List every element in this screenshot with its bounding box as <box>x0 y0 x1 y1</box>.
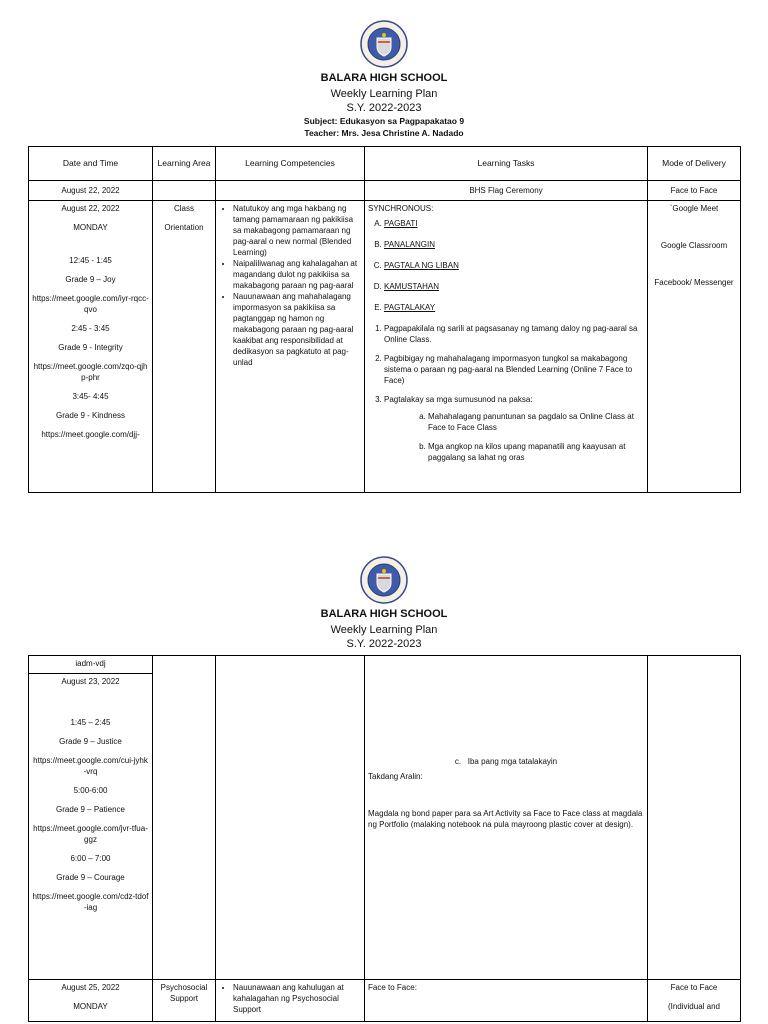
page1-header <box>0 20 768 139</box>
homework-text: Magdala ng bond paper para sa Art Activity sa Face to Face class at magdala ng Portfolio (malaking notebook na pula mayroong plastic cover at design). <box>368 809 643 829</box>
subtask-item: b. Mga angkop na kilos upang mapanatili ang kaayusan at paggalang sa lahat ng oras <box>428 441 644 463</box>
mode-cell <box>648 980 741 1022</box>
deped-seal-logo <box>360 20 408 68</box>
day-text: MONDAY <box>73 1002 108 1011</box>
meet-link[interactable]: https://meet.google.com/cdz-tdof-iag <box>32 892 149 912</box>
plan-title: Weekly Learning Plan <box>330 88 438 100</box>
time-slot: 2:45 - 3:45 <box>71 324 110 333</box>
tasks-cell: Face to Face: <box>365 980 648 1022</box>
competency-item: • Nauunawaan ang mahahalagang impormasyon sa pakikiisa sa pagtanggap ng hamon ng makabagong paraan ng pag-aaral kaakibat ang responsibilidad at dedikasyon sa pagkatuto at pag-unlad <box>233 291 361 368</box>
mode-text: Google Classroom <box>660 241 728 250</box>
meet-link-cont[interactable]: iadm-vdj <box>29 656 153 674</box>
row-date: August 22, 2022 <box>29 181 153 201</box>
school-name: BALARA HIGH SCHOOL <box>320 72 448 84</box>
tasks-cell <box>365 201 648 493</box>
competencies-cell <box>216 201 365 493</box>
competency-item: • Natutukoy ang mga hakbang ng tamang pamamaraan ng pakikiisa sa makabagong pamamaraan ng pag-aaral o new normal (Blended Learning) <box>233 203 361 258</box>
row-competency <box>216 181 365 201</box>
area-text: Class <box>173 204 194 213</box>
day-text: MONDAY <box>73 223 108 232</box>
class-name: Grade 9 – Courage <box>56 873 125 882</box>
time-slot: 1:45 – 2:45 <box>70 718 111 727</box>
col-learning-area: Learning Area <box>153 147 216 181</box>
date-time-cell <box>29 201 153 493</box>
task-step: B. PANALANGIN <box>384 239 644 250</box>
mode-text: Facebook/ Messenger <box>654 278 734 287</box>
table-row <box>29 201 741 493</box>
col-mode: Mode of Delivery <box>648 147 741 181</box>
class-name: Grade 9 - Kindness <box>56 411 125 420</box>
table-row <box>29 656 741 674</box>
meet-link[interactable]: https://meet.google.com/jvr-tfua-ggz <box>33 824 148 844</box>
learning-plan-table <box>28 146 741 493</box>
task-step: A. PAGBATI <box>384 218 644 229</box>
date-text: August 23, 2022 <box>61 677 120 686</box>
meet-link[interactable]: https://meet.google.com/djj- <box>41 430 140 439</box>
time-slot: 5:00-6:00 <box>73 786 108 795</box>
mode-text: (Individual and <box>667 1002 721 1011</box>
learning-area-cell <box>153 201 216 493</box>
date-text: August 22, 2022 <box>61 204 120 213</box>
table-row <box>29 980 741 1022</box>
homework-label: Takdang Aralin: <box>368 772 423 781</box>
task-item <box>384 394 644 463</box>
school-year: S.Y. 2022-2023 <box>346 102 422 114</box>
area-text: Orientation <box>164 223 204 232</box>
col-competencies: Learning Competencies <box>216 147 365 181</box>
mode-text: `Google Meet <box>669 204 719 213</box>
plan-title: Weekly Learning Plan <box>330 624 438 636</box>
tasks-cell-cont <box>365 656 648 980</box>
task-step: E. PAGTALAKAY <box>384 302 644 313</box>
task-step: D. KAMUSTAHAN <box>384 281 644 292</box>
page2-header <box>0 556 768 651</box>
meet-link[interactable]: https://meet.google.com/cui-jyhk-vrq <box>33 756 148 776</box>
mode-text: Face to Face <box>670 983 718 992</box>
meet-link[interactable]: https://meet.google.com/zqo-qjhp-phr <box>33 362 148 382</box>
table-row <box>29 181 741 201</box>
subject-line: Subject: Edukasyon sa Pagpapakatao 9 <box>303 116 465 126</box>
subtask-item: c. Iba pang mga tatalakayin <box>454 757 558 766</box>
learning-area-cell: Psychosocial Support <box>153 980 216 1022</box>
date-time-cell <box>29 674 153 980</box>
date-time-cell <box>29 980 153 1022</box>
task-item: 1. Pagpapakilala ng sarili at pagsasanay ng tamang daloy ng pag-aaral sa Online Class. <box>384 323 644 345</box>
class-name: Grade 9 – Patience <box>56 805 125 814</box>
time-slot: 12:45 - 1:45 <box>69 256 112 265</box>
competency-item: • Naipaliliwanag ang kahalagahan at magandang dulot ng pakikiisa sa makabagong paraan ng pag-aaral <box>233 258 361 291</box>
task-item-text: Pagtalakay sa mga sumusunod na paksa: <box>384 395 533 404</box>
task-step: C. PAGTALA NG LIBAN <box>384 260 644 271</box>
date-text: August 25, 2022 <box>61 983 120 992</box>
deped-seal-logo <box>360 556 408 604</box>
competencies-cell <box>216 980 365 1022</box>
task-item: 2. Pagbibigay ng mahahalagang impormasyon tungkol sa makabagong sistema o paraan ng pag-aaral na Blended Learning (Online 7 Face to Face) <box>384 353 644 386</box>
learning-plan-table-cont <box>28 655 741 1022</box>
class-name: Grade 9 – Justice <box>59 737 122 746</box>
col-tasks: Learning Tasks <box>365 147 648 181</box>
col-date-time: Date and Time <box>29 147 153 181</box>
time-slot: 6:00 – 7:00 <box>70 854 111 863</box>
teacher-line: Teacher: Mrs. Jesa Christine A. Nadado <box>304 128 464 138</box>
time-slot: 3:45- 4:45 <box>72 392 109 401</box>
row-task: BHS Flag Ceremony <box>365 181 648 201</box>
competency-item: • Nauunawaan ang kahulugan at kahalagahan ng Psychosocial Support <box>233 982 361 1015</box>
synchronous-label: SYNCHRONOUS: <box>368 204 434 213</box>
row-area <box>153 181 216 201</box>
subtask-item: a. Mahahalagang panuntunan sa pagdalo sa Online Class at Face to Face Class <box>428 411 644 433</box>
mode-cell <box>648 201 741 493</box>
meet-link[interactable]: https://meet.google.com/iyr-rqcc-qvo <box>32 294 149 314</box>
row-mode: Face to Face <box>648 181 741 201</box>
class-name: Grade 9 - Integrity <box>58 343 123 352</box>
school-name: BALARA HIGH SCHOOL <box>320 608 448 620</box>
class-name: Grade 9 – Joy <box>65 275 116 284</box>
school-year: S.Y. 2022-2023 <box>346 638 422 650</box>
